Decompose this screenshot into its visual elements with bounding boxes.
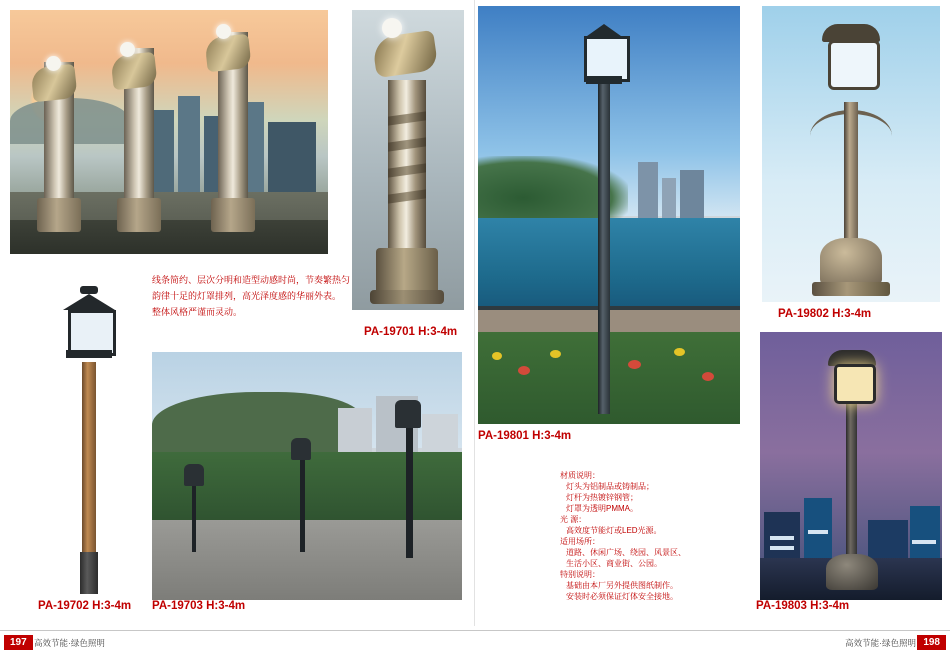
footer-divider [0, 630, 950, 631]
spec-line-8: 生活小区、商业街、公园。 [566, 559, 662, 568]
lamp-post [598, 50, 610, 414]
photo-ornate-cast-lamp [762, 6, 940, 302]
window-light [912, 540, 936, 544]
caption-pa-19702: PA-19702 H:3-4m [38, 600, 132, 612]
footer-text-left: 高效节能·绿色照明 [34, 638, 105, 648]
lamp-pedestal [376, 248, 438, 294]
photo-square-lantern-post [30, 262, 150, 598]
lamp-globe [216, 24, 231, 39]
flower [674, 348, 685, 356]
building [638, 162, 658, 218]
window-light [808, 530, 828, 534]
flower [702, 372, 714, 381]
building [268, 122, 316, 196]
lamp-post [192, 480, 196, 552]
flower [550, 350, 561, 358]
footer-text-right: 高效节能·绿色照明 [845, 638, 916, 648]
building [178, 96, 200, 196]
lamp-bell-base [826, 554, 878, 590]
spec-line-9: 特别说明： [560, 570, 600, 579]
lamp-pole-base [80, 552, 98, 594]
lamp-base [211, 198, 255, 232]
lantern-head [818, 22, 884, 104]
spec-line-7: 道路、休闲广场、绕园、风景区、 [566, 548, 686, 557]
lantern-head [291, 438, 311, 460]
mountain-backdrop [152, 392, 362, 458]
caption-pa-19801: PA-19801 H:3-4m [478, 430, 572, 442]
caption-pa-19703: PA-19703 H:3-4m [152, 600, 246, 612]
spec-line-3: 灯罩为透明PMMA。 [566, 504, 638, 513]
description-line-3: 整体风格严谨而灵动。 [152, 307, 243, 317]
spec-line-5: 高效度节能灯或LED光源。 [566, 526, 662, 535]
building [868, 520, 908, 560]
caption-pa-19803: PA-19803 H:3-4m [756, 600, 850, 612]
lamp-base [117, 198, 161, 232]
photo-dragon-column-lamps-cityscape [10, 10, 328, 254]
spec-line-1: 灯头为铝制品或铸制品； [566, 482, 654, 491]
lamp-base [37, 198, 81, 232]
lantern-finial [80, 286, 98, 294]
lamp-post [406, 422, 413, 558]
lamp-post [300, 456, 305, 552]
lamp-bell-base [820, 238, 882, 286]
spec-line-4: 光 源： [560, 515, 587, 524]
spec-title: 材质说明： [560, 471, 600, 480]
lamp-globe [46, 56, 61, 71]
building [662, 178, 676, 218]
lamp-plinth [812, 282, 890, 296]
building [804, 498, 832, 560]
photo-waterfront-classic-lamp [478, 6, 740, 424]
spec-line-2: 灯杆为热镀锌钢管； [566, 493, 638, 502]
description-line-2: 韵律十足的灯罩排列，高光泽度感的华丽外表。 [152, 291, 342, 301]
lamp-pole [82, 362, 96, 552]
page-number-left: 197 [4, 635, 33, 650]
building [910, 506, 940, 560]
photo-night-city-lamp [760, 332, 942, 600]
building [338, 408, 372, 458]
flower [628, 360, 641, 369]
lantern-roof [58, 294, 120, 310]
spec-line-6: 适用场所： [560, 537, 600, 546]
caption-pa-19701: PA-19701 H:3-4m [364, 326, 458, 338]
spec-line-10: 基础由本厂另外提供图纸制作。 [566, 581, 678, 590]
building [680, 170, 704, 218]
lantern-glass [834, 364, 876, 404]
lamp-base [370, 290, 444, 304]
window-light [770, 546, 794, 550]
window-light [770, 536, 794, 540]
tree-line [152, 452, 462, 522]
lantern-head [184, 464, 204, 486]
photo-dragon-column-lamp-closeup [352, 10, 464, 310]
flower [492, 352, 502, 360]
lantern-base [586, 76, 622, 84]
lamp-shaft [844, 102, 858, 248]
walkway [152, 520, 462, 600]
description-line-1: 线条简约、层次分明和造型动感时尚，节奏繁热匀 [152, 275, 351, 285]
city-skyline [628, 156, 718, 218]
lamp-shaft [846, 402, 857, 564]
spec-line-11: 安装时必须保证灯体安全接地。 [566, 592, 678, 601]
lamp-globe [120, 42, 135, 57]
lantern-head [826, 348, 878, 410]
photo-park-walkway-lamps [152, 352, 462, 600]
lantern-base [66, 350, 112, 358]
lamp-globe [382, 18, 402, 38]
lantern-head [395, 400, 421, 428]
caption-pa-19802: PA-19802 H:3-4m [778, 308, 872, 320]
lantern-glass [828, 40, 880, 90]
flower [518, 366, 530, 375]
lantern-head [576, 20, 632, 86]
page-number-right: 198 [917, 635, 946, 650]
page-gutter [474, 0, 475, 626]
lantern-head [54, 284, 124, 368]
